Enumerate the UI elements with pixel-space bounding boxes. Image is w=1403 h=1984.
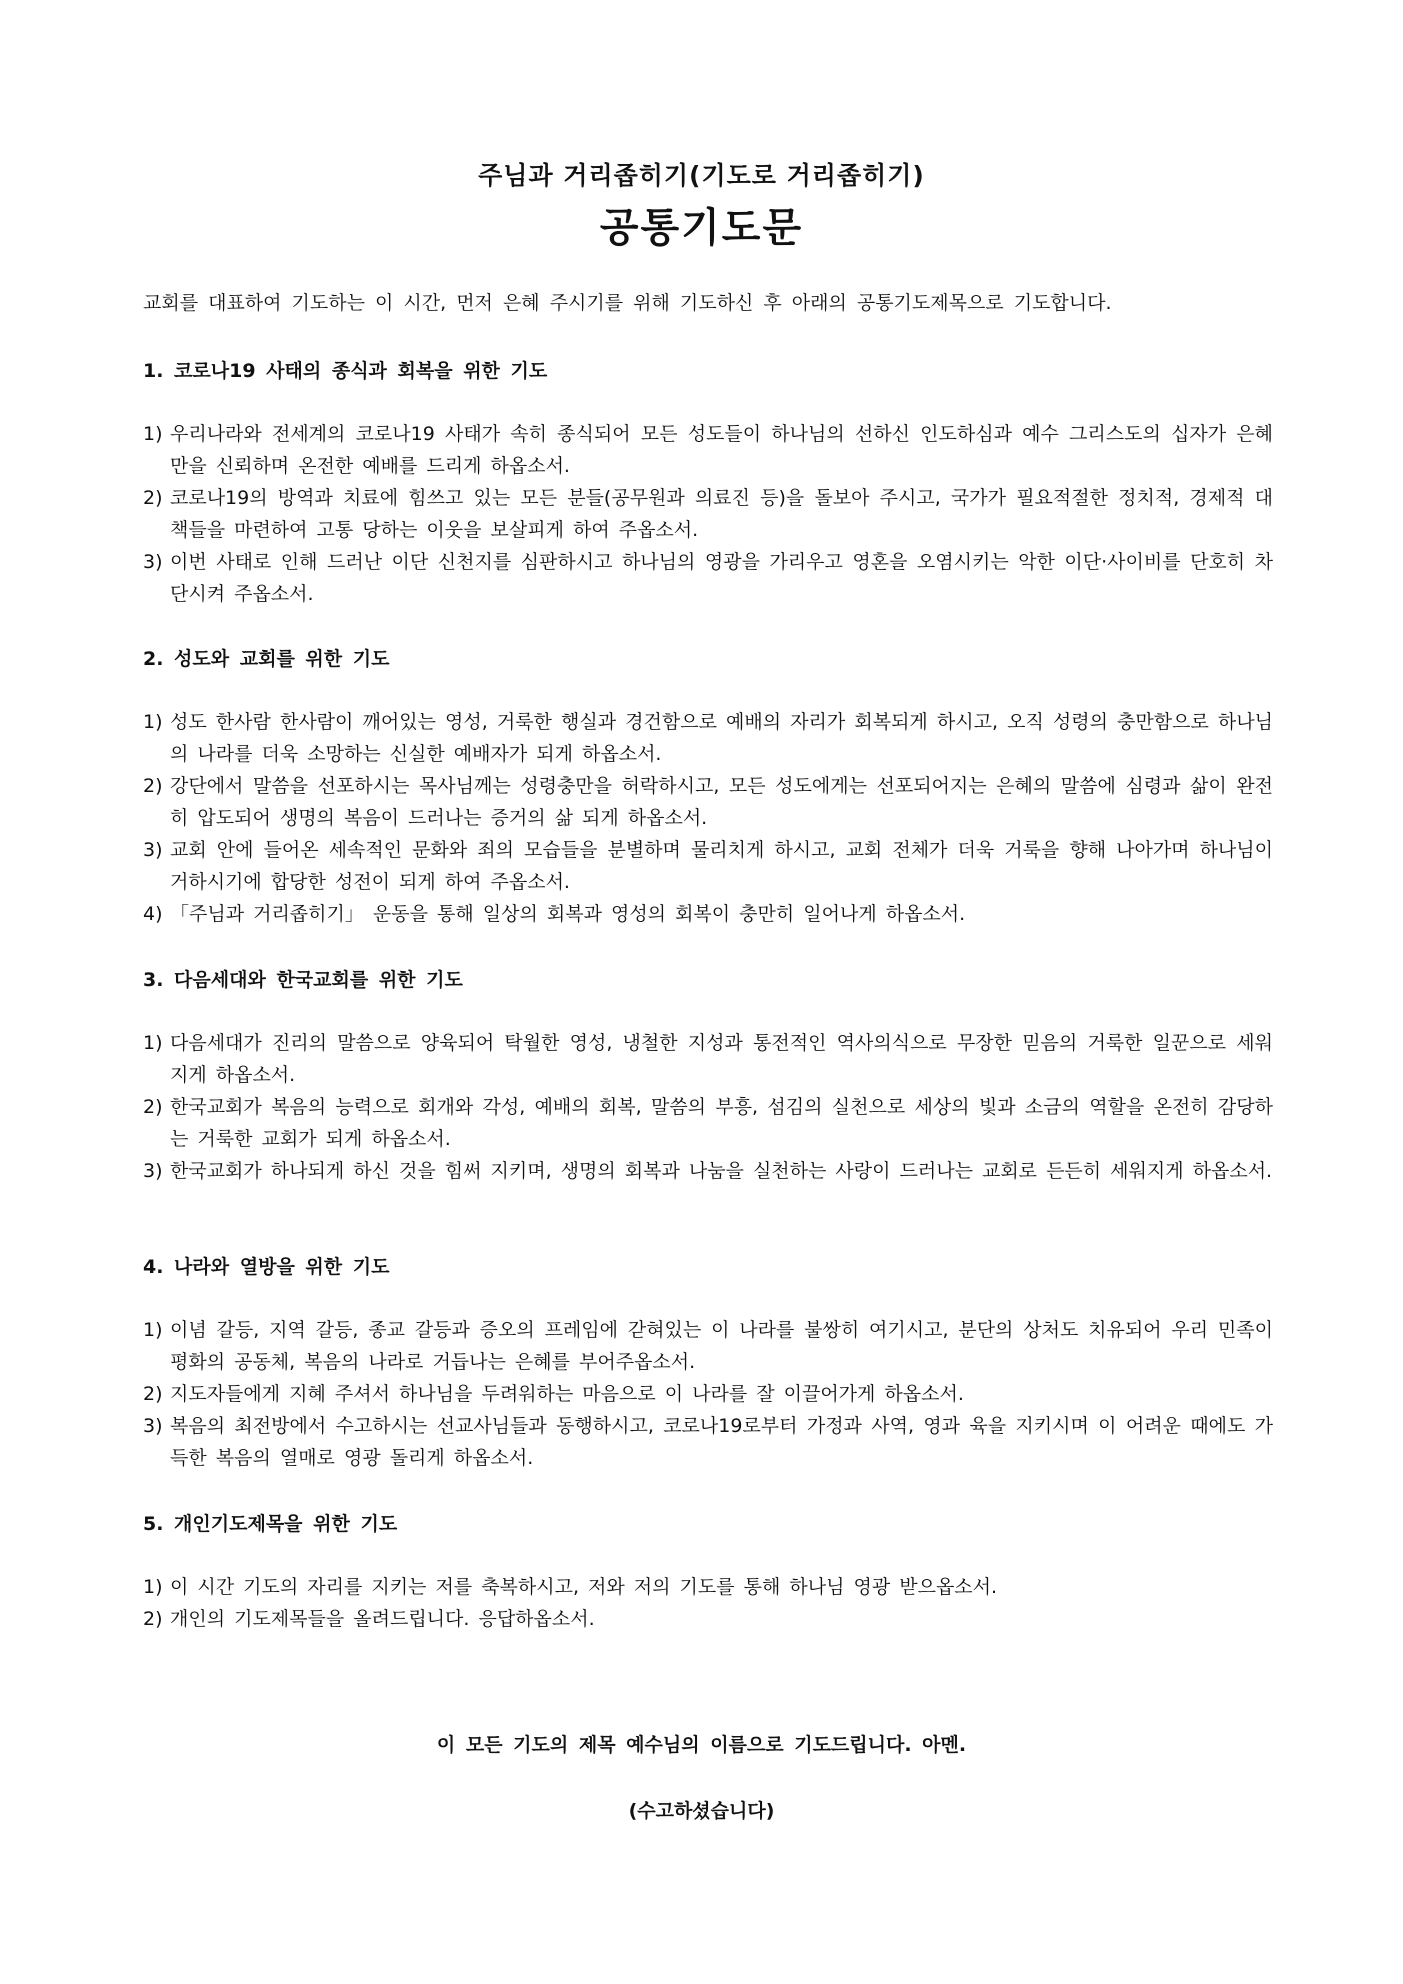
prayer-item <box>143 706 1273 770</box>
item-number: 2) <box>143 1608 163 1630</box>
section-next-generation <box>143 965 1273 1187</box>
section-covid <box>143 356 1273 610</box>
document-title: 공통기도문 <box>599 205 804 251</box>
closing-thanks: (수고하셨습니다) <box>628 1800 775 1822</box>
prayer-item <box>143 482 1273 546</box>
item-number: 3) <box>143 1160 163 1182</box>
section-personal <box>143 1509 1273 1635</box>
item-number: 2) <box>143 1383 163 1405</box>
prayer-list <box>143 1571 1273 1635</box>
section-heading: 4. 나라와 열방을 위한 기도 <box>143 1256 390 1278</box>
prayer-list <box>143 418 1273 610</box>
item-text: 다음세대가 진리의 말씀으로 양육되어 탁월한 영성, 냉철한 지성과 통전적인 역사의식으로 무장한 믿음의 거룩한 일꾼으로 세워지게 하옵소서. <box>170 1032 1273 1086</box>
item-number: 2) <box>143 1096 163 1118</box>
prayer-item <box>143 834 1273 898</box>
prayer-item <box>143 770 1273 834</box>
item-text: 성도 한사람 한사람이 깨어있는 영성, 거룩한 행실과 경건함으로 예배의 자리가 회복되게 하시고, 오직 성령의 충만함으로 하나님의 나라를 더욱 소망하는 신실한 예배자가 되게 하옵소서. <box>170 711 1273 765</box>
prayer-item <box>143 1155 1273 1187</box>
prayer-item <box>143 1314 1273 1378</box>
section-heading: 2. 성도와 교회를 위한 기도 <box>143 648 390 670</box>
closing-line: 이 모든 기도의 제목 예수님의 이름으로 기도드립니다. 아멘. <box>436 1734 967 1756</box>
section-saints-church <box>143 644 1273 930</box>
item-number: 1) <box>143 711 163 733</box>
section-heading: 3. 다음세대와 한국교회를 위한 기도 <box>143 969 463 991</box>
item-text: 개인의 기도제목들을 올려드립니다. 응답하옵소서. <box>170 1608 595 1630</box>
item-text: 한국교회가 하나되게 하신 것을 힘써 지키며, 생명의 회복과 나눔을 실천하는 사랑이 드러나는 교회로 든든히 세워지게 하옵소서. <box>170 1160 1273 1182</box>
intro-paragraph: 교회를 대표하여 기도하는 이 시간, 먼저 은혜 주시기를 위해 기도하신 후 아래의 공통기도제목으로 기도합니다. <box>143 292 1112 314</box>
item-text: 교회 안에 들어온 세속적인 문화와 죄의 모습들을 분별하며 물리치게 하시고, 교회 전체가 더욱 거룩을 향해 나아가며 하나님이 거하시기에 합당한 성전이 되게 하여 주옵소서. <box>170 839 1273 893</box>
item-number: 2) <box>143 775 163 797</box>
item-text: 지도자들에게 지혜 주셔서 하나님을 두려워하는 마음으로 이 나라를 잘 이끌어가게 하옵소서. <box>170 1383 964 1405</box>
section-heading: 5. 개인기도제목을 위한 기도 <box>143 1513 398 1535</box>
prayer-item <box>143 1091 1273 1155</box>
item-number: 1) <box>143 1319 163 1341</box>
prayer-item <box>143 418 1273 482</box>
item-number: 1) <box>143 423 163 445</box>
item-number: 2) <box>143 487 163 509</box>
item-text: 우리나라와 전세계의 코로나19 사태가 속히 종식되어 모든 성도들이 하나님의 선하신 인도하심과 예수 그리스도의 십자가 은혜만을 신뢰하며 온전한 예배를 드리게 하옵소서. <box>170 423 1273 477</box>
document-subtitle: 주님과 거리좁히기(기도로 거리좁히기) <box>478 161 925 190</box>
item-text: 이번 사태로 인해 드러난 이단 신천지를 심판하시고 하나님의 영광을 가리우고 영혼을 오염시키는 악한 이단·사이비를 단호히 차단시켜 주옵소서. <box>170 551 1273 605</box>
item-number: 3) <box>143 551 163 573</box>
section-nation-nations <box>143 1252 1273 1474</box>
item-text: 이념 갈등, 지역 갈등, 종교 갈등과 증오의 프레임에 갇혀있는 이 나라를 불쌍히 여기시고, 분단의 상처도 치유되어 우리 민족이 평화의 공동체, 복음의 나라로 거듭나는 은혜를 부어주옵소서. <box>170 1319 1273 1373</box>
item-text: 코로나19의 방역과 치료에 힘쓰고 있는 모든 분들(공무원과 의료진 등)을 돌보아 주시고, 국가가 필요적절한 정치적, 경제적 대책들을 마련하여 고통 당하는 이웃을 보살피게 하여 주옵소서. <box>170 487 1273 541</box>
item-text: 복음의 최전방에서 수고하시는 선교사님들과 동행하시고, 코로나19로부터 가정과 사역, 영과 육을 지키시며 이 어려운 때에도 가득한 복음의 열매로 영광 돌리게 하옵소서. <box>170 1415 1273 1469</box>
item-text: 이 시간 기도의 자리를 지키는 저를 축복하시고, 저와 저의 기도를 통해 하나님 영광 받으옵소서. <box>170 1576 998 1598</box>
item-number: 3) <box>143 839 163 861</box>
item-number: 3) <box>143 1415 163 1437</box>
section-heading: 1. 코로나19 사태의 종식과 회복을 위한 기도 <box>143 360 548 382</box>
prayer-item <box>143 1410 1273 1474</box>
prayer-item <box>143 898 1273 930</box>
prayer-item <box>143 1603 1273 1635</box>
prayer-item <box>143 546 1273 610</box>
item-text: 강단에서 말씀을 선포하시는 목사님께는 성령충만을 허락하시고, 모든 성도에게는 선포되어지는 은혜의 말씀에 심령과 삶이 완전히 압도되어 생명의 복음이 드러나는 증거의 삶 되게 하옵소서. <box>170 775 1273 829</box>
prayer-item <box>143 1027 1273 1091</box>
prayer-item <box>143 1378 1273 1410</box>
prayer-list <box>143 1314 1273 1474</box>
item-text: 「주님과 거리좁히기」 운동을 통해 일상의 회복과 영성의 회복이 충만히 일어나게 하옵소서. <box>170 903 966 925</box>
prayer-list <box>143 706 1273 930</box>
item-number: 1) <box>143 1576 163 1598</box>
item-text: 한국교회가 복음의 능력으로 회개와 각성, 예배의 회복, 말씀의 부흥, 섬김의 실천으로 세상의 빛과 소금의 역할을 온전히 감당하는 거룩한 교회가 되게 하옵소서. <box>170 1096 1273 1150</box>
item-number: 4) <box>143 903 163 925</box>
item-number: 1) <box>143 1032 163 1054</box>
prayer-list <box>143 1027 1273 1187</box>
prayer-item <box>143 1571 1273 1603</box>
